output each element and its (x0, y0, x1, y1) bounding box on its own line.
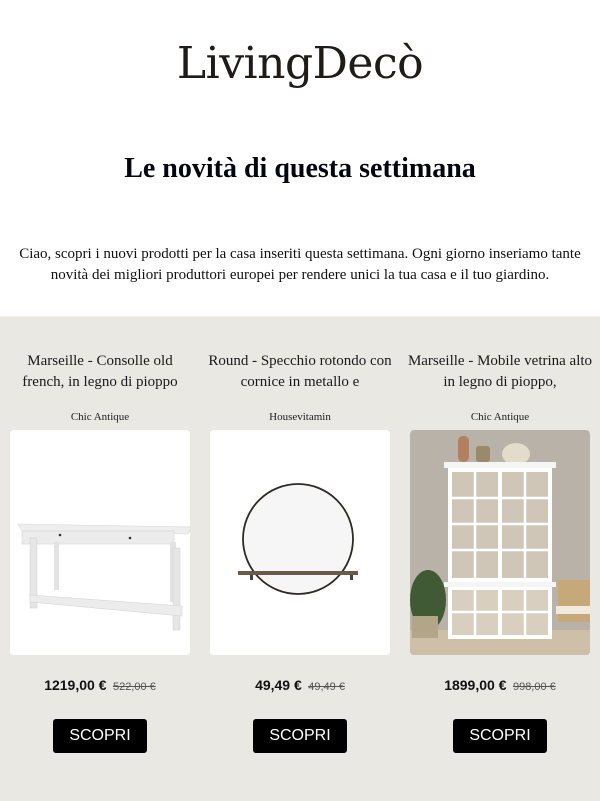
round-mirror-image (210, 430, 390, 655)
product-brand: Chic Antique (70, 411, 130, 423)
page-title: Le novità di questa settimana (124, 153, 476, 184)
product-image-console[interactable] (10, 430, 190, 655)
products-section (0, 316, 600, 801)
current-price: 1219,00 € (44, 677, 107, 693)
product-brand: Chic Antique (470, 411, 530, 423)
product-image-mirror[interactable] (210, 430, 390, 655)
product-image-cabinet[interactable] (410, 430, 590, 655)
product-price (410, 677, 590, 695)
intro-text: Ciao, scopri i nuovi prodotti per la casa inseriti questa settimana. Ogni giorno inseriamo tante novità dei migliori produttori europei per rendere unici la tua casa e il tuo giardino. (19, 246, 581, 283)
product-name[interactable]: Round - Specchio rotondo con cornice in metallo e (208, 353, 392, 390)
email-header (0, 0, 600, 316)
console-table-image (10, 430, 190, 655)
original-price: 522,00 € (112, 681, 156, 693)
original-price: 49,49 € (308, 681, 345, 693)
product-brand: Housevitamin (269, 411, 331, 423)
scopri-button[interactable]: SCOPRI (453, 719, 547, 753)
original-price: 998,00 € (512, 681, 556, 693)
product-name[interactable]: Marseille - Mobile vetrina alto in legno di pioppo, (407, 353, 593, 390)
product-name[interactable]: Marseille - Consolle old french, in legno di pioppo (22, 353, 178, 390)
current-price: 49,49 € (255, 677, 302, 693)
logo[interactable]: LivingDecò (176, 38, 424, 89)
product-price (10, 677, 190, 695)
scopri-button[interactable]: SCOPRI (53, 719, 147, 753)
display-cabinet-image (410, 430, 590, 655)
scopri-button[interactable]: SCOPRI (253, 719, 347, 753)
current-price: 1899,00 € (444, 677, 507, 693)
product-price (210, 677, 390, 695)
